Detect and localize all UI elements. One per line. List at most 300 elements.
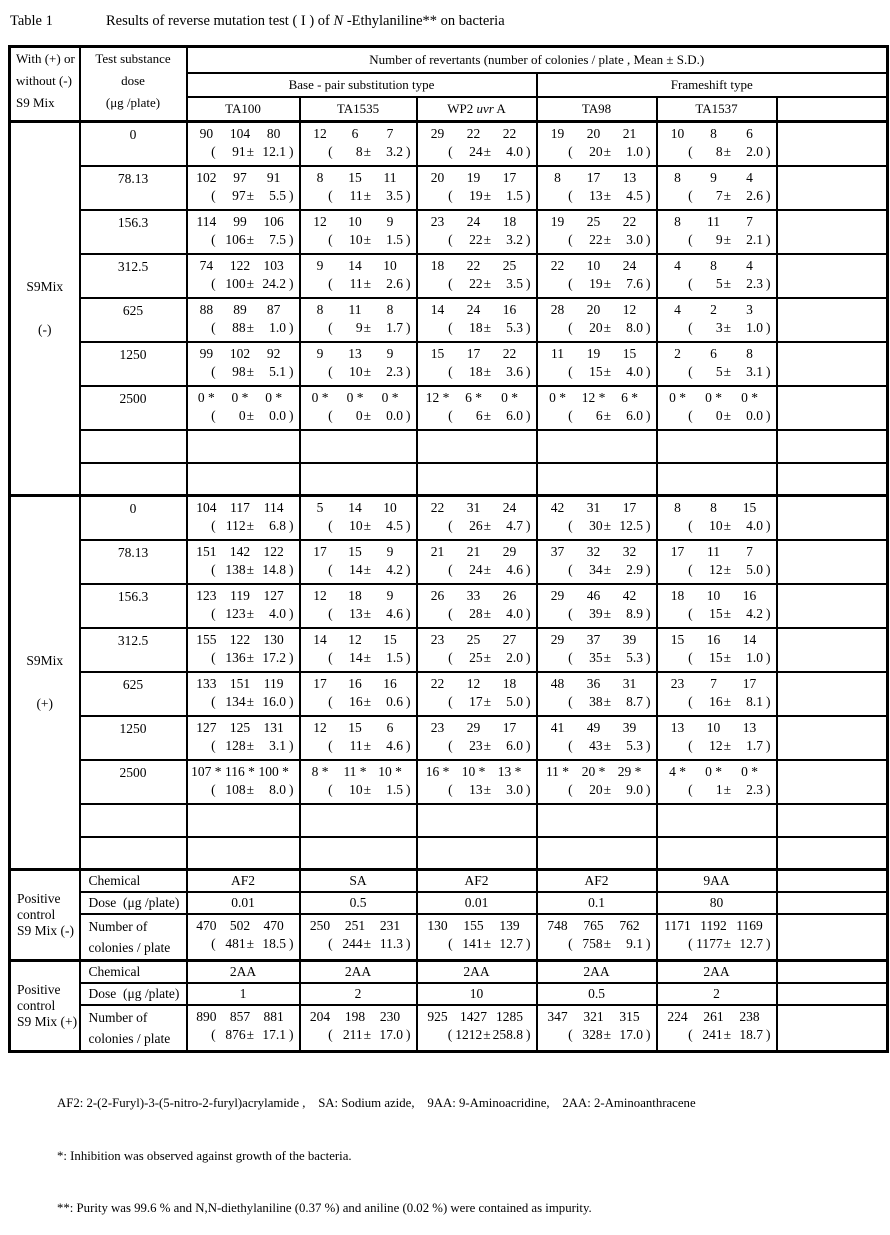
colony-count: 16 (502, 301, 517, 317)
plus-minus: ± (363, 518, 371, 533)
mean-sd (538, 406, 656, 424)
strain-wp2-pre: WP2 (447, 101, 477, 116)
sd-value: 8.0 (626, 319, 643, 335)
open-paren: ( (568, 144, 573, 159)
sd-value: 4.0 (626, 363, 643, 379)
open-paren: ( (688, 737, 693, 753)
colony-count: 100 * (258, 763, 289, 779)
revertant-cell (300, 628, 417, 672)
sd-value: 1.0 (746, 649, 763, 665)
open-paren: ( (211, 407, 216, 423)
open-paren: ( (211, 1026, 216, 1042)
colony-count: 0 * (549, 389, 566, 405)
colony-counts (658, 585, 776, 604)
plus-minus: ± (483, 518, 491, 533)
colony-count: 22 (550, 257, 565, 273)
empty-cell (657, 804, 777, 837)
mean-value: 18 (469, 363, 483, 379)
sd-value: 4.2 (386, 561, 403, 577)
colony-count: 19 (550, 126, 565, 141)
colony-count: 131 (263, 719, 284, 735)
dose-data-row (10, 540, 888, 584)
revertant-cell (300, 496, 417, 540)
table-body (10, 122, 888, 1052)
sd-value: 3.1 (269, 737, 286, 753)
colony-count: 36 (586, 675, 601, 691)
pc-dose-cell: 0.5 (300, 892, 417, 914)
open-paren: ( (328, 407, 333, 423)
colony-count: 127 (196, 719, 217, 735)
mean-sd (658, 318, 776, 336)
colony-counts (538, 387, 656, 406)
plus-minus: ± (603, 605, 611, 621)
mean-sd (538, 318, 656, 336)
colony-counts (188, 343, 299, 362)
mean-value: 0 (238, 407, 246, 423)
colony-count: 925 (427, 1008, 448, 1024)
dose-row-label: Dose (μg /plate) (80, 892, 187, 914)
colony-count: 4 (674, 301, 681, 317)
dose-cell: 0 (80, 122, 187, 166)
plus-minus: ± (246, 518, 254, 533)
dose-data-row (10, 166, 888, 210)
colony-count: 8 (674, 500, 681, 515)
open-paren: ( (688, 319, 693, 335)
pc-dose-cell: 10 (417, 983, 537, 1005)
colony-count: 104 (229, 126, 251, 141)
empty-cell (537, 463, 657, 496)
mean-value: 98 (232, 363, 246, 379)
colony-count: 8 (386, 301, 394, 317)
mean-sd (418, 736, 536, 754)
colony-count: 31 (622, 675, 637, 691)
colony-count: 15 (348, 543, 362, 559)
sd-value: 12.5 (619, 518, 643, 533)
colony-count: 6 * (465, 389, 482, 405)
open-paren: ( (448, 518, 453, 533)
colony-count: 19 (550, 213, 565, 229)
sd-value: 3.5 (506, 275, 523, 291)
mean-sd (418, 1025, 536, 1043)
sd-value: 0.6 (386, 693, 403, 709)
open-paren: ( (211, 781, 216, 797)
colony-count: 23 (430, 631, 445, 647)
colony-count: 230 (379, 1008, 401, 1024)
sd-value: 8.1 (746, 693, 763, 709)
colony-counts (658, 299, 776, 318)
mean-value: 8 (355, 144, 363, 159)
open-paren: ( (328, 319, 333, 335)
close-paren: ) (766, 187, 771, 203)
colony-count: 11 * (545, 763, 570, 779)
plus-minus: ± (246, 363, 254, 379)
colony-count: 762 (619, 917, 640, 933)
plus-minus: ± (603, 1026, 611, 1042)
sd-value: 12.1 (262, 144, 286, 159)
close-paren: ) (526, 363, 531, 379)
close-paren: ) (526, 275, 531, 291)
sd-value: 17.1 (262, 1026, 286, 1042)
mean-sd (188, 230, 299, 248)
chemical-row-label: Chemical (80, 870, 187, 892)
header-s9-line: without (-) (16, 73, 72, 88)
open-paren: ( (568, 231, 573, 247)
colony-count: 3 (746, 301, 753, 317)
close-paren: ) (406, 781, 411, 797)
colony-count: 0 * (501, 389, 518, 405)
empty-cell (777, 628, 888, 672)
colony-counts (538, 343, 656, 362)
plus-minus: ± (723, 561, 731, 577)
number-label-line: Number of (88, 1009, 148, 1025)
number-row-label (80, 914, 187, 961)
number-label-line: Number of (88, 918, 148, 934)
colony-count: 155 (463, 917, 484, 933)
sd-value: 12.7 (739, 935, 763, 951)
mean-sd (658, 934, 776, 952)
plus-minus: ± (723, 144, 731, 159)
empty-cell (777, 166, 888, 210)
open-paren: ( (568, 363, 573, 379)
colony-counts (418, 761, 536, 780)
colony-counts (658, 1006, 776, 1025)
colony-counts (301, 497, 416, 516)
sd-value: 8.7 (626, 693, 643, 709)
colony-count: 321 (583, 1008, 604, 1024)
revertant-cell (537, 1005, 657, 1052)
sd-value: 2.6 (386, 275, 403, 291)
empty-cell (80, 463, 187, 496)
mean-value: 35 (589, 649, 603, 665)
empty-cell (187, 804, 300, 837)
chemical-cell: AF2 (537, 870, 657, 892)
mean-value: 758 (582, 935, 603, 951)
colony-count: 42 (550, 500, 565, 515)
colony-count: 10 (383, 257, 397, 273)
mean-value: 876 (225, 1026, 246, 1042)
revertant-cell (657, 496, 777, 540)
mean-sd (418, 318, 536, 336)
revertant-cell (537, 628, 657, 672)
mean-sd (188, 934, 299, 952)
open-paren: ( (328, 935, 333, 951)
plus-minus: ± (603, 144, 611, 159)
colony-count: 18 (348, 587, 362, 603)
colony-count: 18 (430, 257, 445, 273)
colony-count: 12 (348, 631, 362, 647)
colony-counts (301, 343, 416, 362)
mean-sd (301, 560, 416, 578)
dose-cell: 1250 (80, 716, 187, 760)
chemical-cell: 2AA (187, 961, 300, 983)
open-paren: ( (568, 319, 573, 335)
plus-minus: ± (363, 144, 371, 159)
colony-count: 125 (229, 719, 251, 735)
colony-counts (301, 585, 416, 604)
empty-cell (80, 804, 187, 837)
mean-sd (658, 362, 776, 380)
header-s9-line: With (+) or (16, 51, 75, 66)
colony-count: 261 (703, 1008, 724, 1024)
colony-counts (188, 299, 299, 318)
plus-minus: ± (483, 1026, 491, 1042)
mean-sd (188, 736, 299, 754)
colony-count: 21 (622, 126, 637, 141)
revertant-cell (417, 298, 537, 342)
colony-count: 250 (309, 917, 331, 933)
sd-value: 2.3 (746, 275, 763, 291)
mean-sd (188, 604, 299, 622)
dose-cell: 625 (80, 672, 187, 716)
mean-sd (301, 692, 416, 710)
plus-minus: ± (603, 561, 611, 577)
pc-number-row (10, 1005, 888, 1052)
revertant-cell (417, 386, 537, 430)
mean-value: 20 (589, 144, 603, 159)
close-paren: ) (766, 518, 771, 533)
open-paren: ( (328, 693, 333, 709)
colony-count: 15 (742, 500, 757, 515)
colony-count: 15 (348, 169, 362, 185)
close-paren: ) (766, 781, 771, 797)
empty-cell (777, 254, 888, 298)
open-paren: ( (688, 935, 693, 951)
colony-count: 104 (196, 500, 217, 515)
colony-count: 39 (622, 719, 637, 735)
colony-count: 9 (316, 257, 324, 273)
close-paren: ) (289, 561, 294, 577)
plus-minus: ± (246, 187, 254, 203)
mean-sd (538, 934, 656, 952)
plus-minus: ± (246, 737, 254, 753)
colony-counts (188, 585, 299, 604)
dose-cell: 312.5 (80, 254, 187, 298)
mean-value: 17 (469, 693, 483, 709)
sd-value: 5.1 (269, 363, 286, 379)
empty-cell (657, 463, 777, 496)
revertant-cell (300, 540, 417, 584)
revertant-cell (187, 342, 300, 386)
dose-cell: 625 (80, 298, 187, 342)
open-paren: ( (688, 518, 693, 533)
colony-count: 89 (233, 301, 247, 317)
revertant-cell (417, 210, 537, 254)
sd-value: 4.6 (386, 737, 403, 753)
plus-minus: ± (246, 693, 254, 709)
close-paren: ) (406, 649, 411, 665)
colony-count: 17 (622, 500, 637, 515)
colony-count: 17 (742, 675, 757, 691)
open-paren: ( (568, 518, 573, 533)
header-strain-ta100: TA100 (187, 97, 300, 122)
revertant-cell (657, 166, 777, 210)
colony-count: 8 (316, 301, 324, 317)
sd-value: 3.5 (386, 187, 403, 203)
sd-value: 4.2 (746, 605, 763, 621)
sd-value: 4.7 (506, 518, 523, 533)
pc-dose-cell: 0.01 (417, 892, 537, 914)
open-paren: ( (568, 561, 573, 577)
plus-minus: ± (723, 737, 731, 753)
mean-sd (301, 736, 416, 754)
mean-sd (538, 274, 656, 292)
mean-value: 128 (225, 737, 246, 753)
close-paren: ) (646, 319, 651, 335)
empty-cell (417, 837, 537, 870)
close-paren: ) (766, 935, 771, 951)
plus-minus: ± (363, 275, 371, 291)
mean-sd (188, 318, 299, 336)
close-paren: ) (526, 518, 531, 533)
mean-value: 38 (589, 693, 603, 709)
colony-count: 26 (430, 587, 445, 603)
colony-count: 347 (547, 1008, 568, 1024)
sd-value: 17.0 (619, 1026, 643, 1042)
open-paren: ( (568, 693, 573, 709)
sd-value: 5.3 (626, 649, 643, 665)
colony-count: 29 * (617, 763, 642, 779)
dose-cell: 0 (80, 496, 187, 540)
chemical-cell: SA (300, 870, 417, 892)
mean-value: 0 (355, 407, 363, 423)
colony-count: 15 (622, 345, 637, 361)
colony-count: 29 (550, 587, 565, 603)
colony-count: 890 (196, 1008, 217, 1024)
pc-dose-cell: 1 (187, 983, 300, 1005)
colony-count: 6 * (621, 389, 638, 405)
plus-minus: ± (603, 649, 611, 665)
colony-count: 12 (466, 675, 481, 691)
mean-value: 1212 (455, 1026, 483, 1042)
sd-value: 11.3 (379, 935, 403, 951)
mean-sd (301, 274, 416, 292)
colony-count: 18 (670, 587, 685, 603)
colony-count: 8 (710, 500, 717, 515)
colony-count: 0 * (381, 389, 399, 405)
open-paren: ( (211, 187, 216, 203)
colony-count: 14 (430, 301, 445, 317)
plus-minus: ± (723, 935, 731, 951)
dose-data-row (10, 386, 888, 430)
mean-value: 15 (709, 605, 723, 621)
close-paren: ) (646, 737, 651, 753)
mean-sd (658, 648, 776, 666)
plus-minus: ± (723, 693, 731, 709)
colony-count: 28 (550, 301, 565, 317)
mean-value: 22 (469, 275, 483, 291)
revertant-cell (537, 584, 657, 628)
empty-cell (537, 837, 657, 870)
mean-sd (188, 648, 299, 666)
colony-count: 13 * (497, 763, 522, 779)
mean-value: 13 (349, 605, 363, 621)
open-paren: ( (688, 363, 693, 379)
colony-count: 20 * (581, 763, 606, 779)
spacer-row (10, 430, 888, 463)
revertant-cell (537, 298, 657, 342)
pc-label-line: control (17, 998, 56, 1013)
colony-count: 14 (348, 257, 362, 273)
close-paren: ) (646, 781, 651, 797)
plus-minus: ± (246, 781, 254, 797)
mean-value: 3 (715, 319, 723, 335)
colony-count: 1169 (736, 917, 763, 933)
plus-minus: ± (483, 737, 491, 753)
dose-data-row (10, 760, 888, 804)
revertant-cell (417, 1005, 537, 1052)
mean-value: 211 (342, 1026, 363, 1042)
colony-counts (418, 123, 536, 142)
colony-count: 22 (430, 675, 445, 691)
revertant-cell (537, 386, 657, 430)
mean-sd (188, 142, 299, 160)
colony-count: 10 (670, 126, 685, 141)
colony-counts (188, 761, 299, 780)
mean-value: 108 (225, 781, 246, 797)
colony-count: 8 (710, 257, 717, 273)
colony-count: 15 (348, 719, 362, 735)
colony-count: 7 (386, 126, 394, 141)
plus-minus: ± (603, 363, 611, 379)
open-paren: ( (328, 561, 333, 577)
chemical-cell: 9AA (657, 870, 777, 892)
mean-sd (538, 736, 656, 754)
header-strain-wp2 (417, 97, 537, 122)
mean-sd (418, 516, 536, 534)
colony-count: 2 (710, 301, 717, 317)
open-paren: ( (211, 605, 216, 621)
colony-counts (538, 915, 656, 934)
colony-counts (418, 673, 536, 692)
dose-data-row (10, 628, 888, 672)
colony-counts (658, 629, 776, 648)
colony-count: 15 (670, 631, 685, 647)
plus-minus: ± (723, 231, 731, 247)
empty-cell (777, 342, 888, 386)
mean-sd (188, 516, 299, 534)
sd-value: 2.6 (746, 187, 763, 203)
pc-dose-row (10, 983, 888, 1005)
revertant-cell (300, 760, 417, 804)
revertant-cell (657, 386, 777, 430)
plus-minus: ± (363, 363, 371, 379)
mean-value: 97 (232, 187, 246, 203)
open-paren: ( (568, 407, 573, 423)
revertant-cell (417, 540, 537, 584)
close-paren: ) (526, 187, 531, 203)
colony-count: 10 (348, 213, 362, 229)
revertant-cell (187, 210, 300, 254)
mean-sd (418, 274, 536, 292)
revertant-cell (187, 760, 300, 804)
mean-sd (658, 560, 776, 578)
colony-count: 9 (316, 345, 324, 361)
colony-count: 13 (622, 169, 637, 185)
close-paren: ) (766, 363, 771, 379)
colony-count: 119 (263, 675, 284, 691)
colony-count: 133 (196, 675, 217, 691)
colony-count: 0 * (346, 389, 364, 405)
colony-count: 15 (383, 631, 397, 647)
colony-counts (188, 541, 299, 560)
s9-mix-sign: (-) (38, 322, 52, 337)
close-paren: ) (646, 649, 651, 665)
plus-minus: ± (363, 693, 371, 709)
mean-sd (301, 186, 416, 204)
colony-count: 23 (670, 675, 685, 691)
caption-text-post: -Ethylaniline** on bacteria (343, 13, 505, 29)
revertant-cell (417, 672, 537, 716)
